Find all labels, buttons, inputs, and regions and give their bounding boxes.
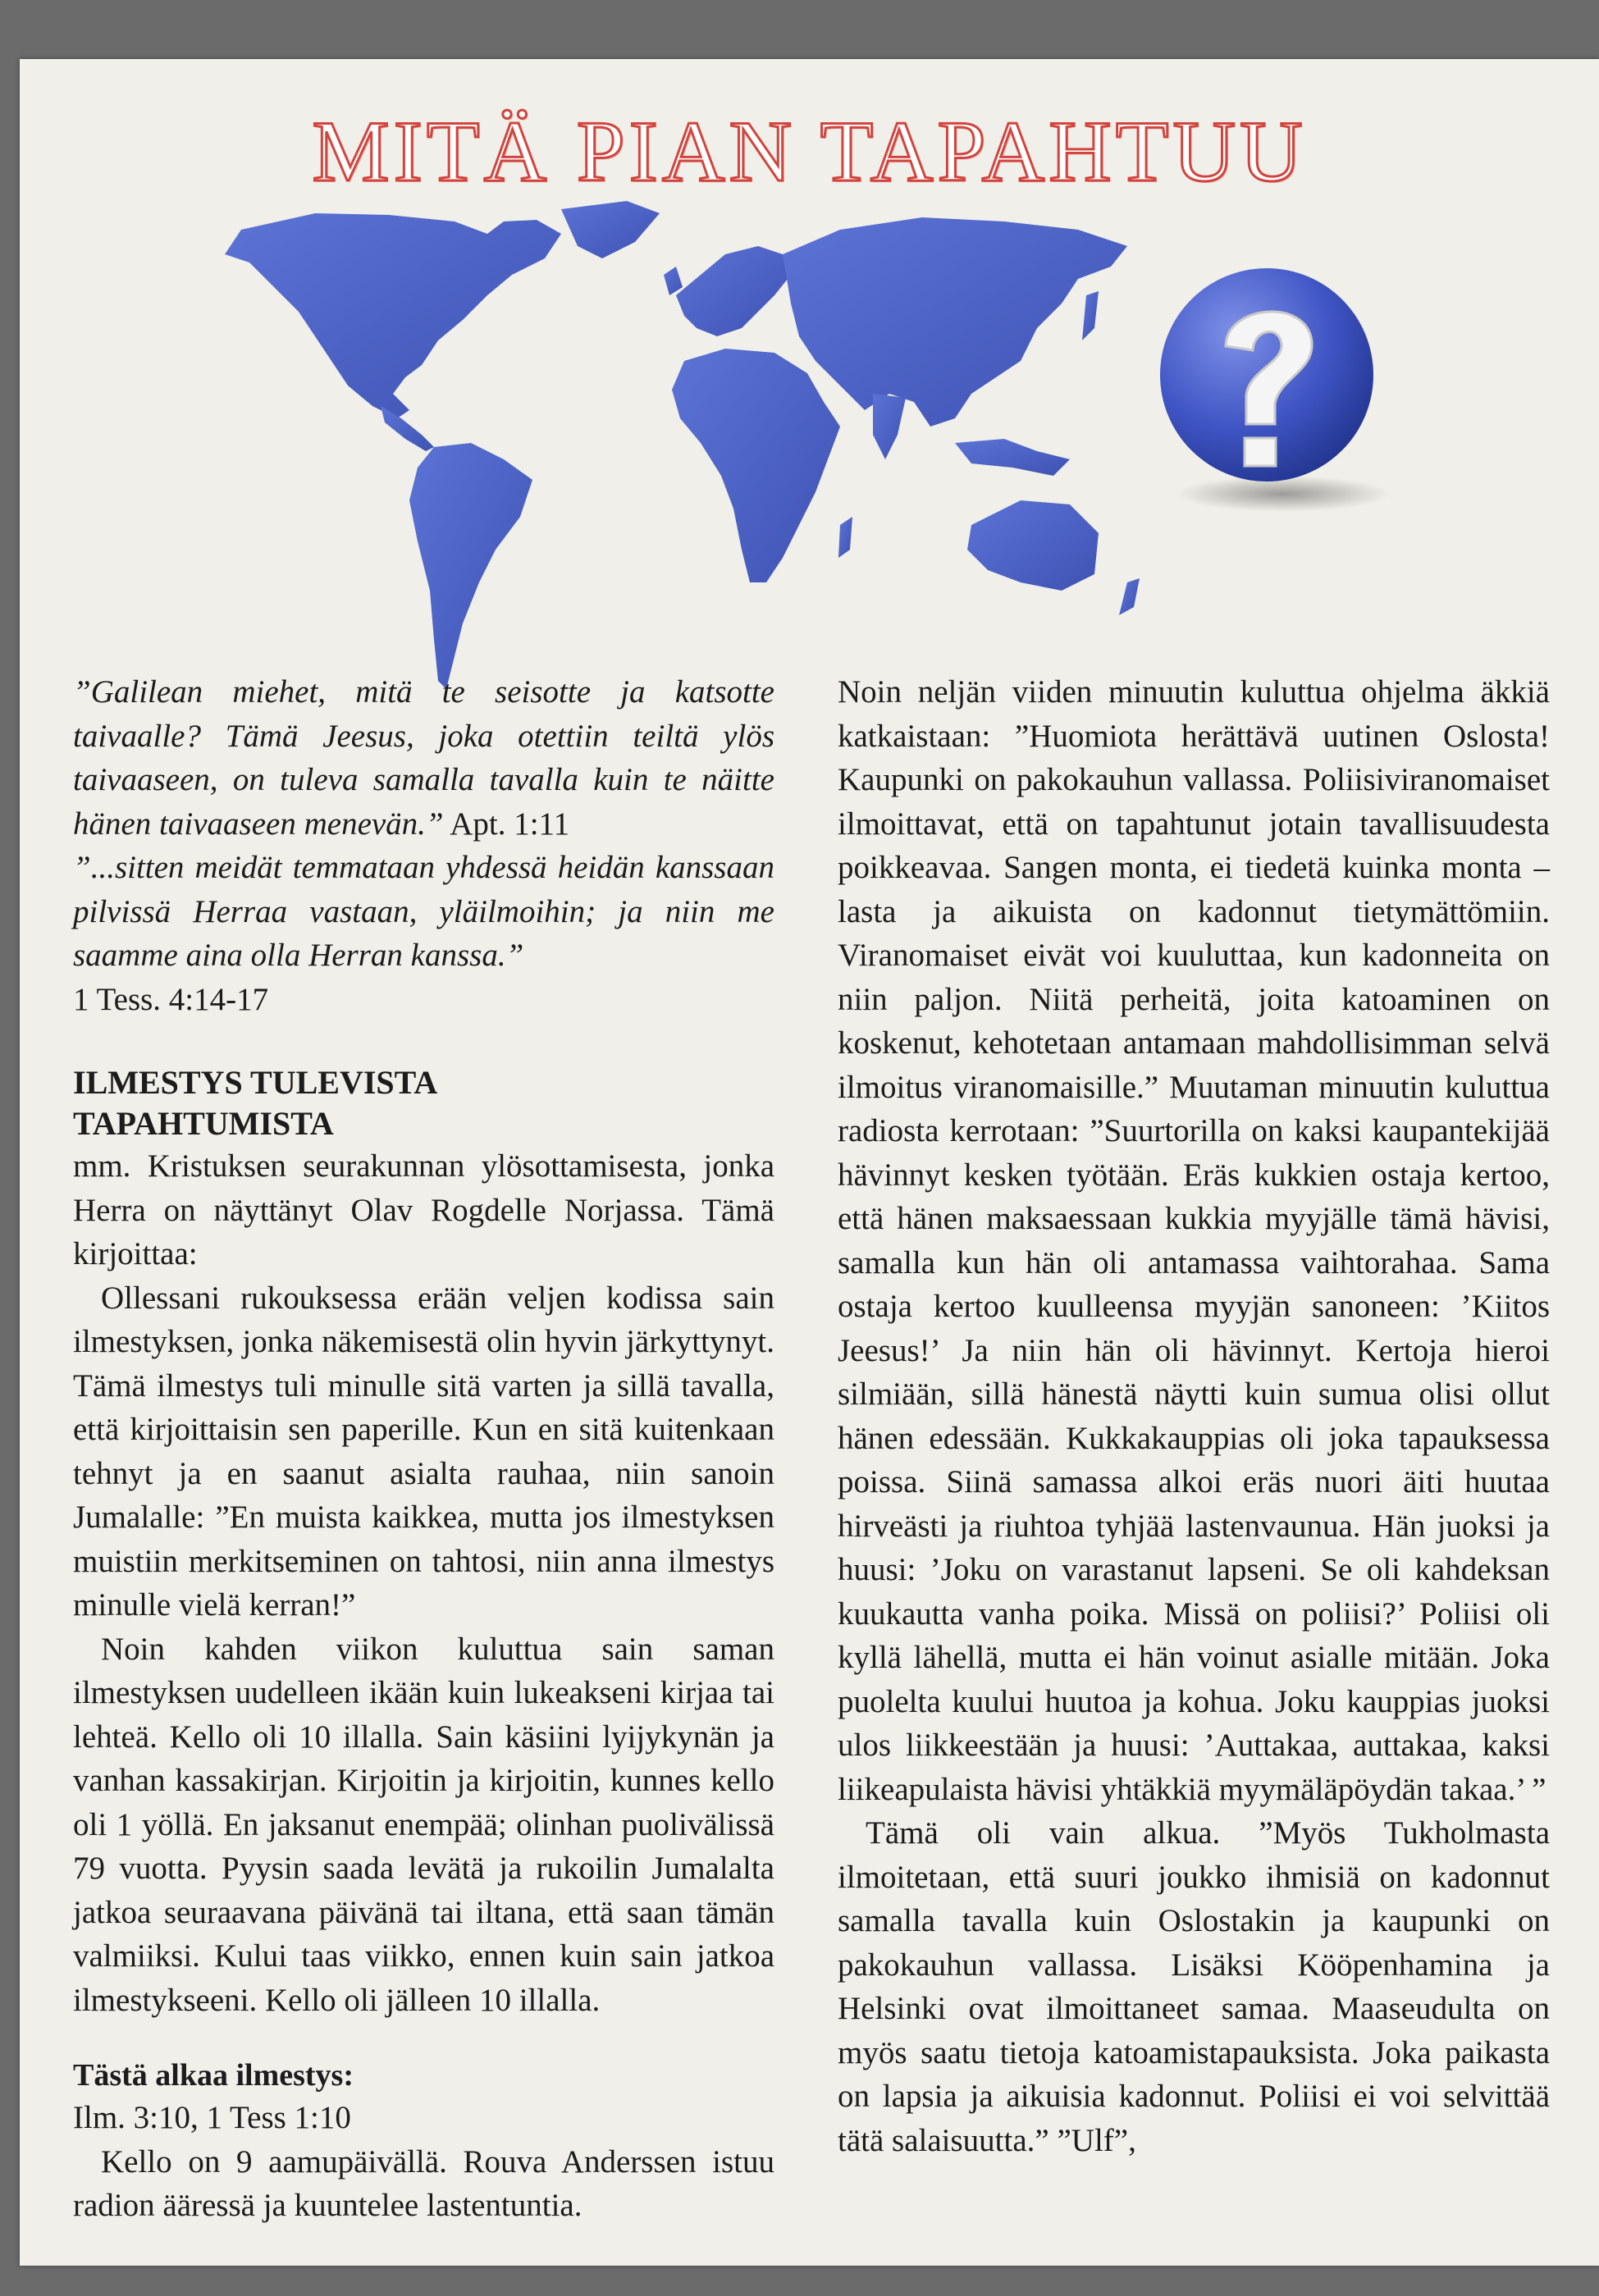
question-mark-ball-icon [1144,248,1390,518]
section-heading: ILMESTYS TULEVISTA TAPAHTUMISTA [73,1064,436,1142]
subheading: Tästä alkaa ilmestys: [73,2058,354,2093]
spacer [73,2022,774,2055]
left-column [73,670,774,2228]
body-paragraph-2: Noin kahden viikon kuluttua sain saman ilmestyksen uudelleen ikään kuin lukeakseni kirjaa tai lehteä. Kello oli 10 illalla. Sain käsiini lyijykynän ja vanhan kassakirjan. Kirjoitin ja kirjoitin, kunnes kello oli 1 yöllä. En jaksanut enempää; olinhan puolivälissä 79 vuotta. Pyysin saada levätä ja rukoilin Jumalalta jatkoa seuraavana päivänä tai iltana, että saan tämän valmiiksi. Kului taas viikko, ennen kuin sain jatkoa ilmestykseeni. Kello oli jälleen 10 illalla. [73,1631,774,2018]
right-paragraph-2: Tämä oli vain alkua. ”Myös Tukholmasta ilmoitetaan, että suuri joukko ihmisiä on kadonnut samalla tavalla kuin Oslostakin ja kaupunki on pakokauhun vallassa. Lisäksi Kööpenhamina ja Helsinki ovat ilmoittaneet samaa. Maaseudulta on myös saatu tietoja katoamistapauksista. Joka paikasta on lapsia ja aikuisia kadonnut. Poliisi ei voi selvittää tätä salaisuutta.” ”Ulf”, [838,1815,1550,2158]
intro-paragraph: mm. Kristuksen seurakunnan ylösottamisesta, jonka Herra on näyttänyt Olav Rogdelle Norjassa. Tämä kirjoittaa: [73,1148,774,1271]
quote-acts-ref: Apt. 1:11 [443,806,570,842]
quote-acts-text: ”Galilean miehet, mitä te seisotte ja katsotte taivaalle? Tämä Jeesus, joka otettiin teiltä ylös taivaaseen, on tuleva samalla tavalla kuin te näitte hänen taivaaseen menevän.” [73,674,774,842]
quote-acts [73,670,774,846]
magazine-page [20,59,1599,2266]
spacer [73,1021,774,1062]
world-map-icon [217,197,1160,722]
scripture-reference: Ilm. 3:10, 1 Tess 1:10 [73,2100,351,2135]
body-paragraph-3: Kello on 9 aamupäivällä. Rouva Anderssen istuu radion ääressä ja kuuntelee lastentuntia. [73,2143,774,2223]
quote-thess-text: ”...sitten meidät temmataan yhdessä heidän kanssaan pilvissä Herraa vastaan, yläilmoihin; ja niin me saamme aina olla Herran kanssa.” [73,850,774,973]
page-title: MITÄ PIAN TAPAHTUU [312,103,1307,199]
right-column [838,670,1550,2162]
right-paragraph-1: Noin neljän viiden minuutin kuluttua ohjelma äkkiä katkaistaan: ”Huomiota herättävä uutinen Oslosta! Kaupunki on pakokauhun vallassa. Poliisiviranomaiset ilmoittavat, että on tapahtunut jotain tavallisuudesta poikkeavaa. Sangen monta, ei tiedetä kuinka monta – lasta ja aikuista on kadonnut tietymättömiin. Viranomaiset eivät voi kuuluttaa, kun kadonneita on niin paljon. Niitä perheitä, joita katoaminen on koskenut, kehotetaan antamaan mahdollisimman selvä ilmoitus viranomaisille.” Muutaman minuutin kuluttua radiosta kerrotaan: ”Suurtorilla on kaksi kaupantekijää hävinnyt kesken työtään. Eräs kukkien ostaja kertoo, että hänen maksaessaan kukkia myyjälle tämä hävisi, samalla kun hän oli antamassa vaihtorahaa. Sama ostaja kertoo kuulleensa myyjän sanoneen: ’Kiitos Jeesus!’ Ja niin hän oli hävinnyt. Kertoja hieroi silmiään, sillä hänestä näytti kuin sumua olisi ollut hänen edessään. Kukkakauppias oli joka tapauksessa poissa. Siinä samassa alkoi eräs nuori äiti huutaa hirveästi ja riuhtoa tyhjää lastenvaunua. Hän juoksi ja huusi: ’Joku on varastanut lapseni. Se oli kahdeksan kuukautta vanha poika. Missä on poliisi?’ Poliisi oli kyllä lähellä, mutta ei hän voinut asialle mitään. Joka puolelta kuului huutoa ja kohua. Joku kauppias juoksi ulos liikkeestään ja huusi: ’Auttakaa, auttakaa, kaksi liikeapulaista hävisi yhtäkkiä myymäläpöydän takaa.’ ” [838,674,1550,1807]
quote-thess-ref: 1 Tess. 4:14-17 [73,981,269,1017]
body-paragraph-1: Ollessani rukouksessa erään veljen kodissa sain ilmestyksen, jonka näkemisestä olin hyvin järkyttynyt. Tämä ilmestys tuli minulle sitä varten ja sillä tavalla, että kirjoittaisin sen paperille. Kun en sitä kuitenkaan tehnyt ja en saanut asialta rauhaa, niin sanoin Jumalalle: ”En muista kaikkea, mutta jos ilmestyksen muistiin merkitseminen on tahtosi, niin anna ilmestys minulle vielä kerran!” [73,1280,774,1623]
